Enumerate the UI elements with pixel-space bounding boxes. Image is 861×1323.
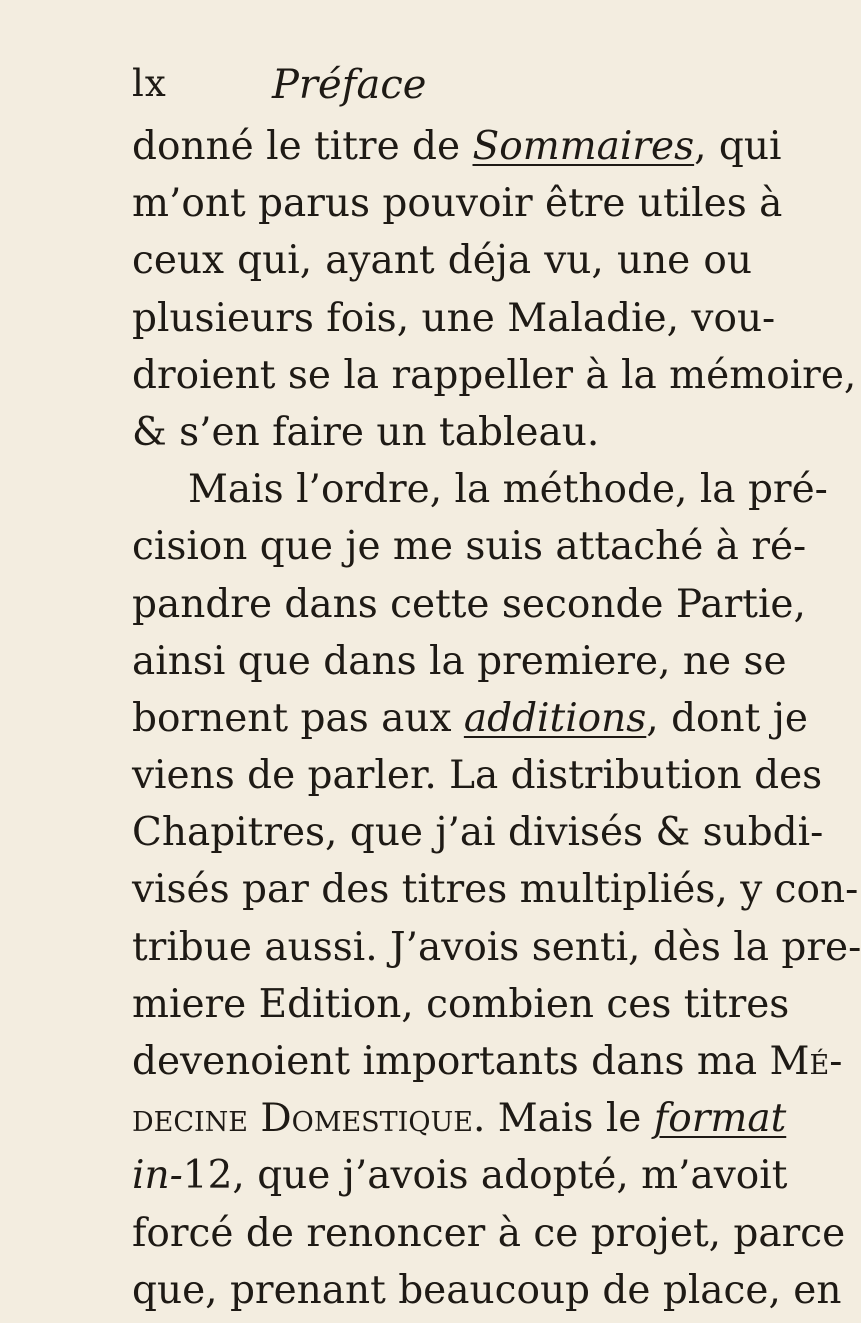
text-line: in-12, que j’avois adopté, m’avoit — [132, 1153, 788, 1199]
text-line: m’ont parus pouvoir être utiles à — [132, 181, 783, 227]
text-line: ainsi que dans la premiere, ne se — [132, 638, 787, 684]
text-line: tribue aussi. J’avois senti, dès la pre- — [132, 924, 861, 970]
paragraph-start-line: Mais l’ordre, la méthode, la pré- — [188, 467, 828, 513]
text-line: & s’en faire un tableau. — [132, 409, 600, 455]
text-line: viens de parler. La distribution des — [132, 753, 823, 799]
text-line: visés par des titres multipliés, y con- — [132, 867, 859, 913]
text-line: que, prenant beaucoup de place, en — [132, 1267, 842, 1313]
page-header — [132, 62, 752, 118]
text-line: pandre dans cette seconde Partie, — [132, 581, 806, 627]
running-head: Préface — [272, 62, 427, 108]
text-line: cision que je me suis attaché à ré- — [132, 524, 807, 570]
body-text — [132, 118, 861, 1319]
small-caps-title: Mé- — [769, 1039, 843, 1084]
text-line: devenoient importants dans ma Mé- — [132, 1039, 843, 1084]
italic-term: Sommaires — [472, 124, 695, 169]
italic-term: in- — [132, 1153, 183, 1199]
italic-term: format — [653, 1096, 787, 1142]
text-line: bornent pas aux additions, dont je — [132, 695, 808, 741]
text-line: plusieurs fois, une Maladie, vou- — [132, 295, 776, 341]
text-line: forcé de renoncer à ce projet, parce — [132, 1210, 846, 1256]
text-line: Chapitres, que j’ai divisés & subdi- — [132, 810, 824, 856]
text-line: droient se la rappeller à la mémoire, — [132, 352, 857, 398]
text-line: ceux qui, ayant déja vu, une ou — [132, 238, 752, 284]
page-number: lx — [132, 62, 167, 105]
text-line: decine Domestique. Mais le format — [132, 1096, 787, 1142]
small-caps-title: decine Domestique — [132, 1096, 473, 1142]
italic-term: additions — [463, 695, 647, 741]
text-line: donné le titre de Sommaires, qui — [132, 124, 782, 169]
text-line: miere Edition, combien ces titres — [132, 981, 790, 1027]
